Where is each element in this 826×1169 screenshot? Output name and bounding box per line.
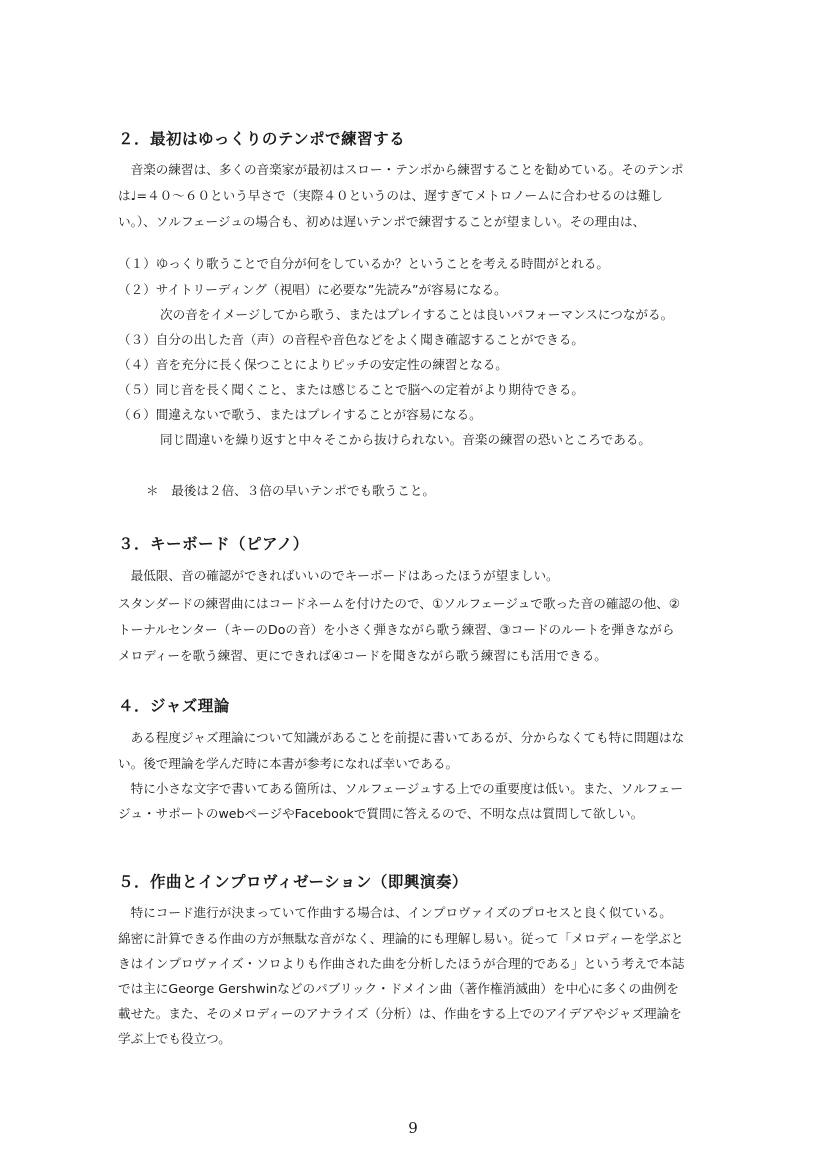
section-3-heading: ３．キーボード（ピアノ） (118, 535, 309, 553)
page-number: 9 (408, 1119, 418, 1137)
section-2-para-line: は♩=４０～６０という早さで（実際４０というのは、遅すぎてメトロノームに合わせるのは難し (118, 188, 664, 203)
section-4-para-line: い。後で理論を学んだ時に本書が参考になれば幸いである。 (118, 756, 459, 771)
reason-item: （２）サイトリーディング（視唱）に必要な”先読み”が容易になる。 (118, 282, 507, 297)
reason-item: （５）同じ音を長く聞くこと、または感じることで脳への定着がより期待できる。 (118, 382, 584, 397)
tempo-note: ＊ 最後は２倍、３倍の早いテンポでも歌うこと。 (146, 483, 436, 498)
section-2-heading: ２．最初はゆっくりのテンポで練習する (118, 130, 406, 148)
reason-item-continuation: 次の音をイメージしてから歌う、またはプレイすることは良いパフォーマンスにつながる。 (160, 307, 674, 322)
reason-item: （１）ゆっくり歌うことで自分が何をしているか？ということを考える時間がとれる。 (118, 256, 610, 271)
section-5-heading: ５．作曲とインプロヴィゼーション（即興演奏） (118, 873, 468, 891)
section-2-para-line: い。）、ソルフェージュの場合も、初めは遅いテンポで練習することが望ましい。その理由は、 (118, 214, 646, 229)
section-3-para-line: スタンダードの練習曲にはコードネームを付けたので、①ソルフェージュで歌った音の確認の他、② (118, 596, 681, 611)
section-5-para-line: きはインプロヴァイズ・ソロよりも作曲された曲を分析したほうが合理的である」という考えで本誌 (118, 956, 685, 971)
section-5-para-line: 学ぶ上でも役立つ。 (118, 1031, 231, 1046)
section-3-para-line: 最低限、音の確認ができればいいのでキーボードはあったほうが望ましい。 (118, 568, 559, 583)
section-3-para-line: メロディーを歌う練習、更にできれば④コードを聞きながら歌う練習にも活用できる。 (118, 648, 607, 663)
section-5-para-line: では主にGeorge Gershwinなどのパブリック・ドメイン曲（著作権消滅曲）を中心に多くの曲例を (118, 981, 679, 996)
section-4-para-line: ジュ・サポートのwebページやFacebookで質問に答えるので、不明な点は質問して欲しい。 (118, 806, 644, 821)
section-5-para-line: 綿密に計算できる作曲の方が無駄な音がなく、理論的にも理解し易い。従って「メロディーを学ぶと (118, 931, 684, 946)
section-5-para-line: 特にコード進行が決まっていて作曲する場合は、インプロヴァイズのプロセスと良く似ている。 (118, 905, 672, 920)
section-4-para-line: ある程度ジャズ理論について知識があることを前提に書いてあるが、分からなくても特に問題はな (118, 730, 685, 745)
section-3-para-line: トーナルセンター（キーのDoの音）を小さく弾きながら歌う練習、③コードのルートを弾きながら (118, 622, 675, 637)
reason-item: （６）間違えないで歌う、またはプレイすることが容易になる。 (118, 407, 482, 422)
section-4-heading: ４．ジャズ理論 (118, 697, 230, 715)
section-2-para-line: 音楽の練習は、多くの音楽家が最初はスロー・テンポから練習することを勧めている。そのテンポ (118, 162, 684, 177)
section-4-para-line: 特に小さな文字で書いてある箇所は、ソルフェージュする上での重要度は低い。また、ソルフェー (118, 781, 683, 796)
reason-item-continuation: 同じ間違いを繰り返すと中々そこから抜けられない。音楽の練習の恐いところである。 (160, 432, 652, 447)
reason-item: （４）音を充分に長く保つことによりピッチの安定性の練習となる。 (118, 357, 508, 372)
section-5-para-line: 載せた。また、そのメロディーのアナライズ（分析）は、作曲をする上でのアイデアやジャズ理論を (118, 1006, 682, 1021)
reason-item: （３）自分の出した音（声）の音程や音色などをよく聞き確認することができる。 (118, 332, 584, 347)
